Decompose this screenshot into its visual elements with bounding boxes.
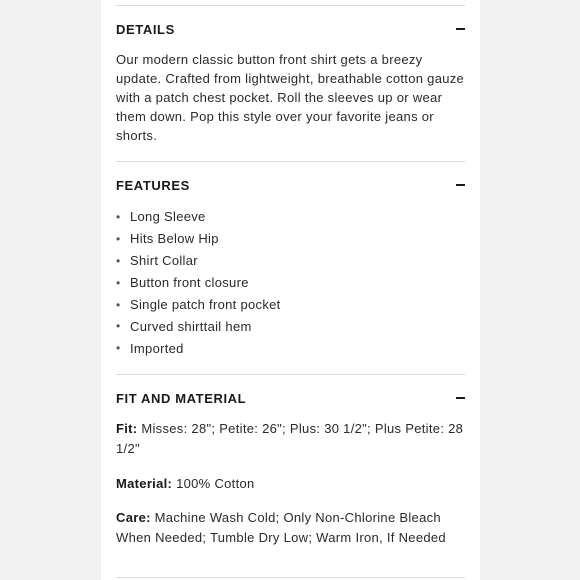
details-description: Our modern classic button front shirt gets a breezy update. Crafted from lightweight, breathable cotton gauze with a patch chest pocket. Roll the sleeves up or wear them down. Pop this style over your favorite jeans or shorts. [116,52,465,143]
details-header[interactable] [116,17,465,41]
material-content [116,474,465,494]
feature-label: Button front closure [130,275,249,291]
bullet-icon: • [116,319,121,334]
details-content [116,50,465,145]
care-value: Machine Wash Cold; Only Non-Chlorine Bleach When Needed; Tumble Dry Low; Warm Iron, If Needed [116,510,446,545]
details-title: DETAILS [116,21,175,37]
list-item [116,294,465,316]
bullet-icon: • [116,209,121,224]
product-info-panel [101,0,480,580]
minus-icon[interactable] [455,392,466,404]
feature-label: Single patch front pocket [130,297,281,312]
material-value: 100% Cotton [176,476,255,491]
bullet-icon: • [116,275,121,290]
minus-icon[interactable] [455,23,466,35]
feature-label: Curved shirttail hem [130,318,252,334]
minus-icon[interactable] [455,179,466,191]
care-label: Care: [116,510,151,525]
bullet-icon: • [116,231,121,246]
material-spec [116,474,465,494]
material-label: Material: [116,476,173,491]
fit-material-title: FIT AND MATERIAL [116,390,247,406]
list-item [116,337,465,359]
divider [116,161,465,162]
feature-label: Shirt Collar [130,253,198,269]
features-title: FEATURES [116,177,190,193]
fit-label: Fit: [116,421,138,436]
feature-label: Hits Below Hip [130,231,219,247]
bullet-icon: • [116,253,121,268]
care-spec [116,508,465,547]
divider [116,5,465,6]
divider [116,374,465,375]
features-content [116,206,465,359]
feature-label: Long Sleeve [130,209,206,225]
fit-content [116,419,465,458]
list-item [116,228,465,250]
feature-label: Imported [130,340,184,356]
care-content [116,508,465,547]
features-list [116,206,465,359]
fit-value: Misses: 28"; Petite: 26"; Plus: 30 1/2"; Plus Petite: 28 1/2" [116,421,464,456]
fit-material-header[interactable] [116,386,465,410]
fit-spec [116,419,465,458]
features-header[interactable] [116,173,465,197]
list-item [116,206,465,228]
bullet-icon: • [116,341,121,356]
divider [116,577,465,578]
bullet-icon: • [116,297,121,312]
list-item [116,315,465,337]
list-item [116,250,465,272]
list-item [116,272,465,294]
